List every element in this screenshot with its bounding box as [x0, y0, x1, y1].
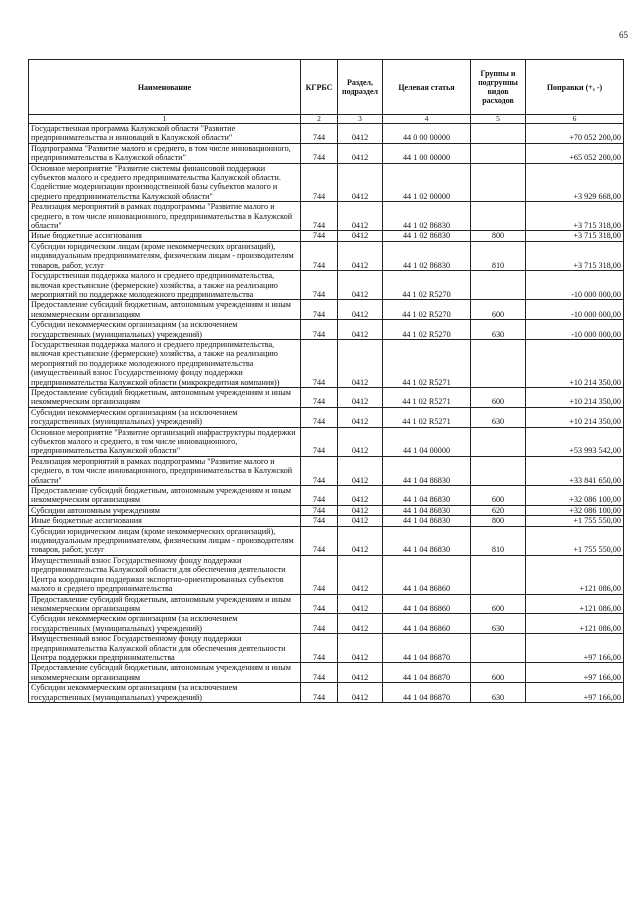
row-group-cell [471, 634, 526, 663]
row-group-cell: 630 [471, 320, 526, 340]
row-section-cell: 0412 [338, 555, 383, 594]
row-target-cell: 44 1 04 86830 [383, 526, 471, 555]
row-amount-cell: +97 166,00 [526, 683, 624, 703]
table-row [29, 387, 624, 407]
row-section-cell: 0412 [338, 320, 383, 340]
row-kgrbs-cell: 744 [301, 387, 338, 407]
row-group-cell [471, 143, 526, 163]
row-amount-cell: +97 166,00 [526, 634, 624, 663]
row-name-cell: Предоставление субсидий бюджетным, автономным учреждениям и иным некоммерческим организациям [29, 594, 301, 614]
row-group-cell [471, 339, 526, 387]
row-name-cell: Субсидии некоммерческим организациям (за исключением государственных (муниципальных) учреждений) [29, 407, 301, 427]
table-row [29, 427, 624, 456]
row-target-cell: 44 1 04 86870 [383, 634, 471, 663]
row-amount-cell: +3 715 318,00 [526, 231, 624, 241]
row-target-cell: 44 1 02 R5270 [383, 300, 471, 320]
row-group-cell [471, 456, 526, 485]
row-group-cell [471, 124, 526, 144]
budget-amendments-table [28, 59, 624, 703]
row-target-cell: 44 1 00 00000 [383, 143, 471, 163]
table-row [29, 231, 624, 241]
row-group-cell: 800 [471, 516, 526, 526]
row-name-cell: Субсидии автономным учреждениям [29, 505, 301, 515]
row-section-cell: 0412 [338, 594, 383, 614]
row-group-cell [471, 202, 526, 231]
table-row [29, 202, 624, 231]
header-kgrbs: КГРБС [301, 60, 338, 115]
row-section-cell: 0412 [338, 516, 383, 526]
row-amount-cell: +10 214 350,00 [526, 339, 624, 387]
row-group-cell: 600 [471, 387, 526, 407]
row-target-cell: 44 1 04 86870 [383, 663, 471, 683]
table-header-row [29, 60, 624, 115]
row-name-cell: Имущественный взнос Государственному фонду поддержки предпринимательства Калужской области для обеспечения деятельности Центра поддержки предпринимательства [29, 634, 301, 663]
column-number: 5 [471, 115, 526, 124]
row-section-cell: 0412 [338, 456, 383, 485]
row-amount-cell: +65 052 200,00 [526, 143, 624, 163]
row-name-cell: Государственная поддержка малого и среднего предпринимательства, включая крестьянские (фермерские) хозяйства, а также на реализацию мероприятий по поддержке молодежного предпринимательства [29, 271, 301, 300]
row-group-cell: 800 [471, 231, 526, 241]
row-section-cell: 0412 [338, 124, 383, 144]
row-section-cell: 0412 [338, 486, 383, 506]
row-kgrbs-cell: 744 [301, 231, 338, 241]
row-kgrbs-cell: 744 [301, 143, 338, 163]
row-section-cell: 0412 [338, 387, 383, 407]
row-section-cell: 0412 [338, 505, 383, 515]
row-group-cell [471, 271, 526, 300]
row-section-cell: 0412 [338, 614, 383, 634]
row-group-cell: 600 [471, 663, 526, 683]
column-number: 2 [301, 115, 338, 124]
row-target-cell: 44 1 04 86830 [383, 505, 471, 515]
row-name-cell: Предоставление субсидий бюджетным, автономным учреждениям и иным некоммерческим организациям [29, 663, 301, 683]
row-kgrbs-cell: 744 [301, 271, 338, 300]
row-target-cell: 44 1 02 00000 [383, 163, 471, 202]
row-amount-cell: +121 086,00 [526, 614, 624, 634]
row-section-cell: 0412 [338, 300, 383, 320]
row-kgrbs-cell: 744 [301, 407, 338, 427]
row-amount-cell: +3 715 318,00 [526, 202, 624, 231]
row-name-cell: Предоставление субсидий бюджетным, автономным учреждениям и иным некоммерческим организациям [29, 486, 301, 506]
table-row [29, 143, 624, 163]
row-kgrbs-cell: 744 [301, 300, 338, 320]
row-target-cell: 44 1 04 86870 [383, 683, 471, 703]
row-section-cell: 0412 [338, 634, 383, 663]
row-amount-cell: +53 993 542,00 [526, 427, 624, 456]
row-section-cell: 0412 [338, 339, 383, 387]
row-target-cell: 44 1 04 86830 [383, 486, 471, 506]
row-amount-cell: +97 166,00 [526, 663, 624, 683]
row-name-cell: Основное мероприятие "Развитие системы финансовой поддержки субъектов малого и среднего предпринимательства Калужской области. Содействие модернизации производственной базы субъектов малого и среднего предпринимательства Калужской области" [29, 163, 301, 202]
header-target: Целевая статья [383, 60, 471, 115]
row-name-cell: Субсидии юридическим лицам (кроме некоммерческих организаций), индивидуальным предпринимателям, физическим лицам - производителям товаров, работ, услуг [29, 241, 301, 270]
row-name-cell: Субсидии юридическим лицам (кроме некоммерческих организаций), индивидуальным предпринимателям, физическим лицам - производителям товаров, работ, услуг [29, 526, 301, 555]
row-target-cell: 44 1 04 86860 [383, 614, 471, 634]
row-group-cell: 630 [471, 683, 526, 703]
column-number-row [29, 115, 624, 124]
header-groups: Группы и подгруппы видов расходов [471, 60, 526, 115]
row-section-cell: 0412 [338, 407, 383, 427]
row-group-cell [471, 427, 526, 456]
row-name-cell: Основное мероприятие "Развитие организаций инфраструктуры поддержки субъектов малого и среднего, в том числе инновационного, предпринимательства Калужской области" [29, 427, 301, 456]
row-amount-cell: +33 841 650,00 [526, 456, 624, 485]
row-amount-cell: +3 715 318,00 [526, 241, 624, 270]
row-amount-cell: +10 214 350,00 [526, 407, 624, 427]
row-target-cell: 44 1 04 00000 [383, 427, 471, 456]
row-group-cell: 620 [471, 505, 526, 515]
table-row [29, 526, 624, 555]
row-name-cell: Государственная программа Калужской области "Развитие предпринимательства и инноваций в Калужской области" [29, 124, 301, 144]
header-amendments: Поправки (+, -) [526, 60, 624, 115]
table-row [29, 516, 624, 526]
row-amount-cell: +70 052 200,00 [526, 124, 624, 144]
row-amount-cell: +121 086,00 [526, 555, 624, 594]
row-kgrbs-cell: 744 [301, 663, 338, 683]
row-name-cell: Субсидии некоммерческим организациям (за исключением государственных (муниципальных) учреждений) [29, 683, 301, 703]
row-name-cell: Предоставление субсидий бюджетным, автономным учреждениям и иным некоммерческим организациям [29, 300, 301, 320]
row-section-cell: 0412 [338, 271, 383, 300]
row-target-cell: 44 1 02 R5271 [383, 407, 471, 427]
row-section-cell: 0412 [338, 663, 383, 683]
row-amount-cell: -10 000 000,00 [526, 300, 624, 320]
row-target-cell: 44 1 02 86830 [383, 231, 471, 241]
row-group-cell: 600 [471, 486, 526, 506]
table-row [29, 634, 624, 663]
row-amount-cell: +1 755 550,00 [526, 526, 624, 555]
table-row [29, 163, 624, 202]
row-kgrbs-cell: 744 [301, 683, 338, 703]
table-row [29, 683, 624, 703]
row-amount-cell: +32 086 100,00 [526, 486, 624, 506]
row-kgrbs-cell: 744 [301, 486, 338, 506]
row-target-cell: 44 1 04 86860 [383, 594, 471, 614]
row-group-cell: 810 [471, 241, 526, 270]
row-target-cell: 44 0 00 00000 [383, 124, 471, 144]
table-row [29, 407, 624, 427]
row-target-cell: 44 1 02 86830 [383, 241, 471, 270]
table-row [29, 456, 624, 485]
row-kgrbs-cell: 744 [301, 634, 338, 663]
row-section-cell: 0412 [338, 427, 383, 456]
row-section-cell: 0412 [338, 526, 383, 555]
header-section: Раздел, подраздел [338, 60, 383, 115]
row-name-cell: Иные бюджетные ассигнования [29, 231, 301, 241]
row-group-cell: 630 [471, 614, 526, 634]
row-amount-cell: +3 929 668,00 [526, 163, 624, 202]
row-kgrbs-cell: 744 [301, 241, 338, 270]
row-amount-cell: +1 755 550,00 [526, 516, 624, 526]
header-name: Наименование [29, 60, 301, 115]
table-row [29, 320, 624, 340]
row-name-cell: Имущественный взнос Государственному фонду поддержки предпринимательства Калужской области для обеспечения деятельности Центра координации поддержки экспортно-ориентированных субъектов малого и среднего предпринимательства [29, 555, 301, 594]
row-target-cell: 44 1 04 86830 [383, 456, 471, 485]
row-target-cell: 44 1 02 86830 [383, 202, 471, 231]
column-number: 1 [29, 115, 301, 124]
row-group-cell: 810 [471, 526, 526, 555]
row-target-cell: 44 1 02 R5271 [383, 387, 471, 407]
row-target-cell: 44 1 02 R5270 [383, 320, 471, 340]
column-number: 6 [526, 115, 624, 124]
row-kgrbs-cell: 744 [301, 202, 338, 231]
row-kgrbs-cell: 744 [301, 124, 338, 144]
row-kgrbs-cell: 744 [301, 320, 338, 340]
row-kgrbs-cell: 744 [301, 526, 338, 555]
table-row [29, 505, 624, 515]
row-section-cell: 0412 [338, 231, 383, 241]
row-kgrbs-cell: 744 [301, 163, 338, 202]
row-kgrbs-cell: 744 [301, 614, 338, 634]
row-name-cell: Подпрограмма "Развитие малого и среднего, в том числе инновационного, предпринимательства в Калужской области" [29, 143, 301, 163]
row-name-cell: Реализация мероприятий в рамках подпрограммы "Развитие малого и среднего, в том числе инновационного, предпринимательства в Калужской области" [29, 202, 301, 231]
row-section-cell: 0412 [338, 143, 383, 163]
table-row [29, 241, 624, 270]
column-number: 3 [338, 115, 383, 124]
row-amount-cell: -10 000 000,00 [526, 271, 624, 300]
row-target-cell: 44 1 02 R5271 [383, 339, 471, 387]
row-name-cell: Реализация мероприятий в рамках подпрограммы "Развитие малого и среднего, в том числе инновационного, предпринимательства в Калужской области" [29, 456, 301, 485]
table-row [29, 124, 624, 144]
row-section-cell: 0412 [338, 241, 383, 270]
row-kgrbs-cell: 744 [301, 505, 338, 515]
row-kgrbs-cell: 744 [301, 594, 338, 614]
column-number: 4 [383, 115, 471, 124]
page-number: 65 [619, 30, 628, 40]
row-section-cell: 0412 [338, 683, 383, 703]
row-kgrbs-cell: 744 [301, 339, 338, 387]
row-amount-cell: +10 214 350,00 [526, 387, 624, 407]
table-row [29, 300, 624, 320]
row-kgrbs-cell: 744 [301, 516, 338, 526]
row-group-cell: 600 [471, 594, 526, 614]
row-group-cell: 630 [471, 407, 526, 427]
table-row [29, 339, 624, 387]
table-row [29, 614, 624, 634]
row-name-cell: Государственная поддержка малого и среднего предпринимательства, включая крестьянские (фермерские) хозяйства, а также на реализацию мероприятий по поддержке молодежного предпринимательства (имущественный взнос Государственному фонду поддержки предпринимательства Калужской области (микрокредитная компания)) [29, 339, 301, 387]
row-amount-cell: +32 086 100,00 [526, 505, 624, 515]
row-name-cell: Предоставление субсидий бюджетным, автономным учреждениям и иным некоммерческим организациям [29, 387, 301, 407]
row-target-cell: 44 1 04 86860 [383, 555, 471, 594]
row-name-cell: Субсидии некоммерческим организациям (за исключением государственных (муниципальных) учреждений) [29, 320, 301, 340]
row-target-cell: 44 1 02 R5270 [383, 271, 471, 300]
row-section-cell: 0412 [338, 163, 383, 202]
table-row [29, 271, 624, 300]
row-group-cell: 600 [471, 300, 526, 320]
row-group-cell [471, 163, 526, 202]
row-name-cell: Субсидии некоммерческим организациям (за исключением государственных (муниципальных) учреждений) [29, 614, 301, 634]
row-group-cell [471, 555, 526, 594]
table-row [29, 486, 624, 506]
table-row [29, 663, 624, 683]
row-kgrbs-cell: 744 [301, 427, 338, 456]
row-kgrbs-cell: 744 [301, 456, 338, 485]
row-amount-cell: +121 086,00 [526, 594, 624, 614]
row-kgrbs-cell: 744 [301, 555, 338, 594]
row-target-cell: 44 1 04 86830 [383, 516, 471, 526]
table-row [29, 555, 624, 594]
row-amount-cell: -10 000 000,00 [526, 320, 624, 340]
row-name-cell: Иные бюджетные ассигнования [29, 516, 301, 526]
row-section-cell: 0412 [338, 202, 383, 231]
table-row [29, 594, 624, 614]
